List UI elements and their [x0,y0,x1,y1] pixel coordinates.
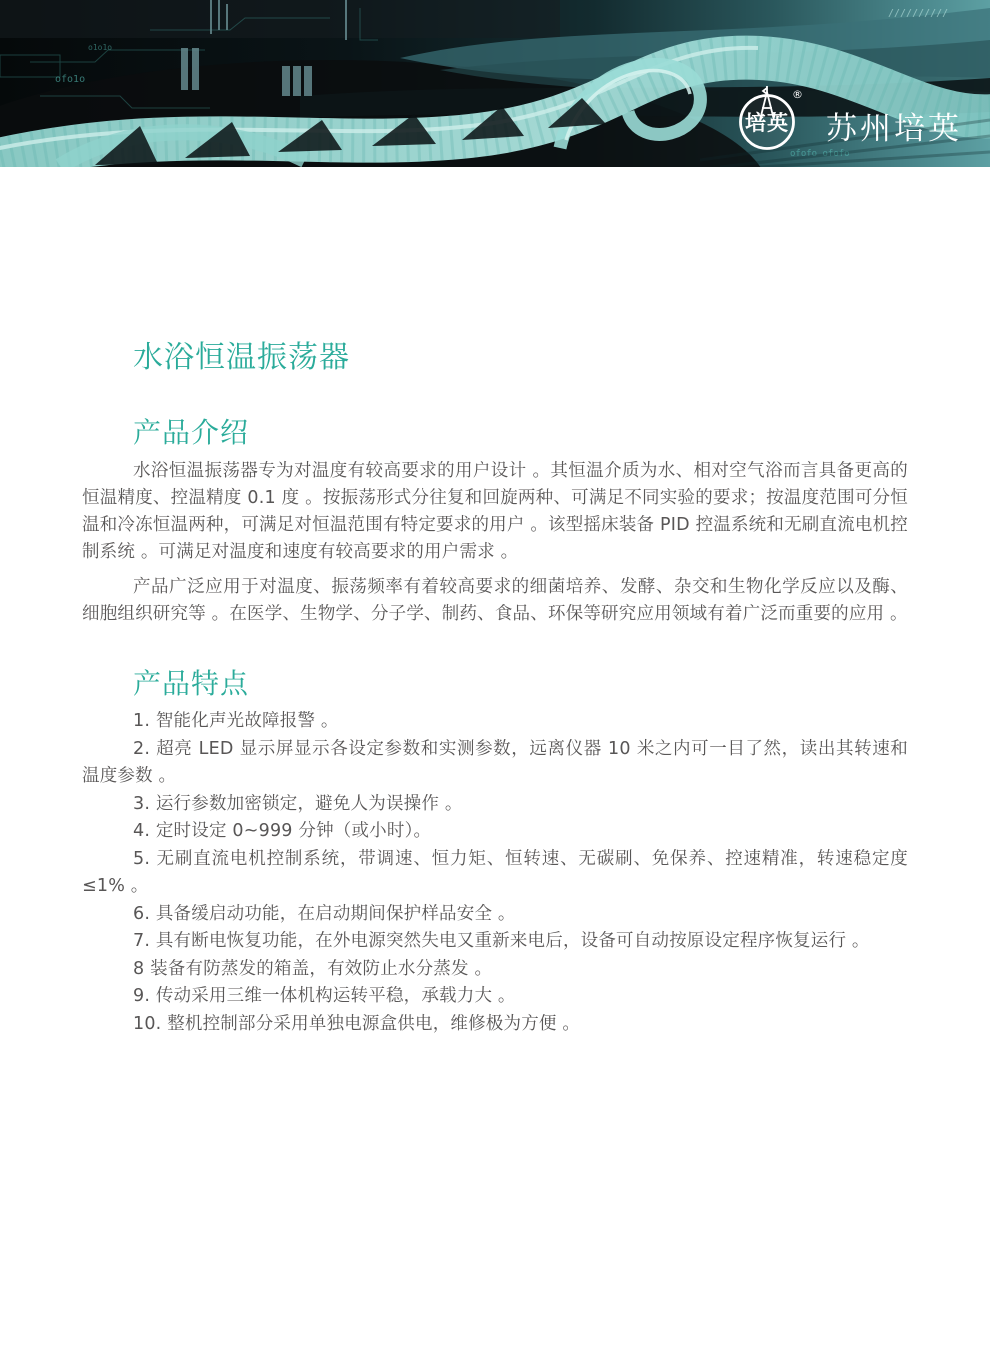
registered-mark: ® [792,88,803,101]
intro-heading: 产品介绍 [133,416,250,449]
dna-banner-art [0,0,990,167]
glitch-text: o1o1o [88,43,113,52]
feature-item-3: 3. 运行参数加密锁定，避免人为误操作 。 [133,793,463,814]
feature-item-5: 5. 无刷直流电机控制系统，带调速、恒力矩、恒转速、无碳刷、免保养、控速精准，转速稳定度≤1% 。 [82,848,908,896]
glitch-text: ////////// [888,8,949,19]
feature-item-4: 4. 定时设定 0~999 分钟（或小时）。 [133,821,432,841]
feature-item-10: 10. 整机控制部分采用单独电源盒供电，维修极为方便 。 [133,1013,581,1034]
features-list [82,708,908,1038]
intro-paragraph-2: 产品广泛应用于对温度、振荡频率有着较高要求的细菌培养、发酵、杂交和生物化学反应以及酶、细胞组织研究等 。在医学、生物学、分子学、制药、食品、环保等研究应用领域有着广泛而重要的应用 。 [82,577,908,624]
feature-item-6: 6. 具备缓启动功能，在启动期间保护样品安全 。 [133,903,516,924]
glitch-text: ofofo ofofo [790,149,850,159]
intro-paragraph-1: 水浴恒温振荡器专为对温度有较高要求的用户设计 。其恒温介质为水、相对空气浴而言具备更高的恒温精度、控温精度 0.1 度 。按振荡形式分往复和回旋两种、可满足不同实验的要求；按温度范围可分恒温和冷冻恒温两种，可满足对恒温范围有特定要求的用户 。该型摇床装备 PID 控温系统和无刷直流电机控制系统 。可满足对温度和速度有较高要求的用户需求 。 [82,461,908,562]
feature-item-2: 2. 超亮 LED 显示屏显示各设定参数和实测参数，远离仪器 10 米之内可一目了然，读出其转速和温度参数 。 [82,738,908,786]
feature-item-1: 1. 智能化声光故障报警 。 [133,711,339,731]
content-area [82,338,908,1038]
glitch-text: ofo1o [55,74,86,85]
feature-item-7: 7. 具有断电恢复功能，在外电源突然失电又重新来电后，设备可自动按原设定程序恢复运行 。 [133,931,870,951]
page-title: 水浴恒温振荡器 [133,340,350,375]
brand-name: 苏州培英 [826,111,962,147]
feature-item-9: 9. 传动采用三维一体机构运转平稳，承载力大 。 [133,986,516,1006]
logo-text: 培英 [745,111,789,135]
header-banner [0,0,990,167]
features-heading: 产品特点 [133,667,250,700]
feature-item-8: 8 装备有防蒸发的箱盖，有效防止水分蒸发 。 [133,958,493,979]
